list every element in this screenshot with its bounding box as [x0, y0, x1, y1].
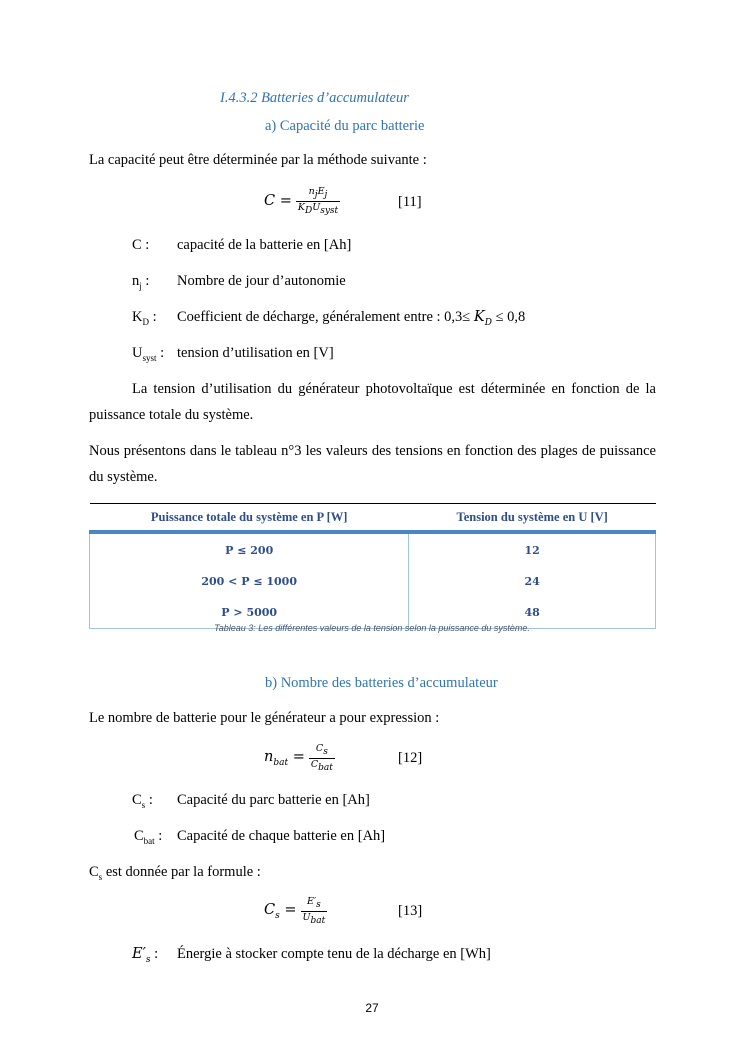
equation-12-number: [12] — [398, 750, 423, 766]
table-cell-voltage: 12 — [409, 532, 656, 566]
equation-12-numerator: $C_s$ — [315, 743, 328, 757]
paragraph-tension: La tension d’utilisation du générateur photovoltaïque est déterminée en fonction de la puissance totale du système. — [89, 381, 656, 423]
voltage-table — [89, 503, 656, 629]
intro-b-text: Le nombre de batterie pour le générateur a pour expression : — [89, 710, 440, 726]
equation-13-lhs: $C_s$ = — [264, 901, 297, 921]
definition-text: Capacité du parc batterie en [Ah] — [177, 792, 370, 808]
equation-13-number: [13] — [398, 903, 423, 919]
definition-text: tension d’utilisation en [V] — [177, 345, 334, 361]
equation-13-fraction — [301, 896, 328, 927]
definition-text: Coefficient de décharge, généralement entre : $0,3\le K_D \le 0,8$ — [177, 309, 526, 328]
equation-11-numerator: $n_jE_j$ — [308, 186, 328, 200]
definition-text: Nombre de jour d’autonomie — [177, 273, 346, 289]
table-row — [90, 532, 656, 566]
equation-12-fraction — [309, 743, 335, 774]
definition-symbol: $n_j$ : — [132, 273, 150, 291]
subsection-a-title: a) Capacité du parc batterie — [265, 118, 425, 134]
definition-symbol: $K_D$ : — [132, 309, 157, 327]
equation-11-lhs: C = — [264, 193, 292, 210]
equation-13 — [264, 896, 327, 927]
equation-12-lhs: $n_{bat}$ = — [264, 748, 305, 768]
definition-symbol: $C_s$ : — [132, 792, 153, 810]
definition-symbol: $E'_s$ : — [132, 946, 159, 965]
equation-11 — [264, 186, 340, 217]
paragraph-tableau: Nous présentons dans le tableau n°3 les valeurs des tensions en fonction des plages de puissance du système. — [89, 443, 656, 485]
page-number: 27 — [365, 1001, 379, 1015]
equation-13-numerator: $E'_s$ — [307, 896, 321, 910]
table-cell-power: 200 < P ≤ 1000 — [90, 566, 409, 597]
definition-text: capacité de la batterie en [Ah] — [177, 237, 352, 253]
equation-11-denominator: $K_DU_{syst}$ — [297, 201, 339, 216]
definition-symbol: $C_{bat}$ : — [134, 828, 163, 846]
table-cell-power: P ≤ 200 — [90, 532, 409, 566]
definition-text: Capacité de chaque batterie en [Ah] — [177, 828, 386, 844]
equation-12-denominator: $C_{bat}$ — [310, 758, 333, 773]
definition-text: Énergie à stocker compte tenu de la décharge en [Wh] — [177, 946, 491, 962]
definition-symbol: C : — [132, 237, 150, 253]
table-caption: Tableau 3: Les différentes valeurs de la tension selon la puissance du système. — [214, 623, 530, 633]
equation-11-number: [11] — [398, 194, 422, 210]
table-cell-power: P > 5000 — [90, 597, 409, 629]
equation-13-denominator: $U_{bat}$ — [302, 911, 326, 926]
table-header-power: Puissance totale du système en P [W] — [90, 504, 409, 533]
equation-11-fraction — [296, 186, 340, 217]
intro-a-text: La capacité peut être déterminée par la méthode suivante : — [89, 152, 427, 168]
intro-c-text: $C_s$ est donnée par la formule : — [89, 864, 261, 882]
table-cell-voltage: 24 — [409, 566, 656, 597]
equation-12 — [264, 743, 335, 774]
table-row — [90, 566, 656, 597]
table-header-voltage: Tension du système en U [V] — [409, 504, 656, 533]
subsection-b-title: b) Nombre des batteries d’accumulateur — [265, 675, 498, 691]
table-cell-voltage: 48 — [409, 597, 656, 629]
definition-symbol: $U_{syst}$ : — [132, 345, 165, 363]
section-title: I.4.3.2 Batteries d’accumulateur — [220, 90, 409, 106]
